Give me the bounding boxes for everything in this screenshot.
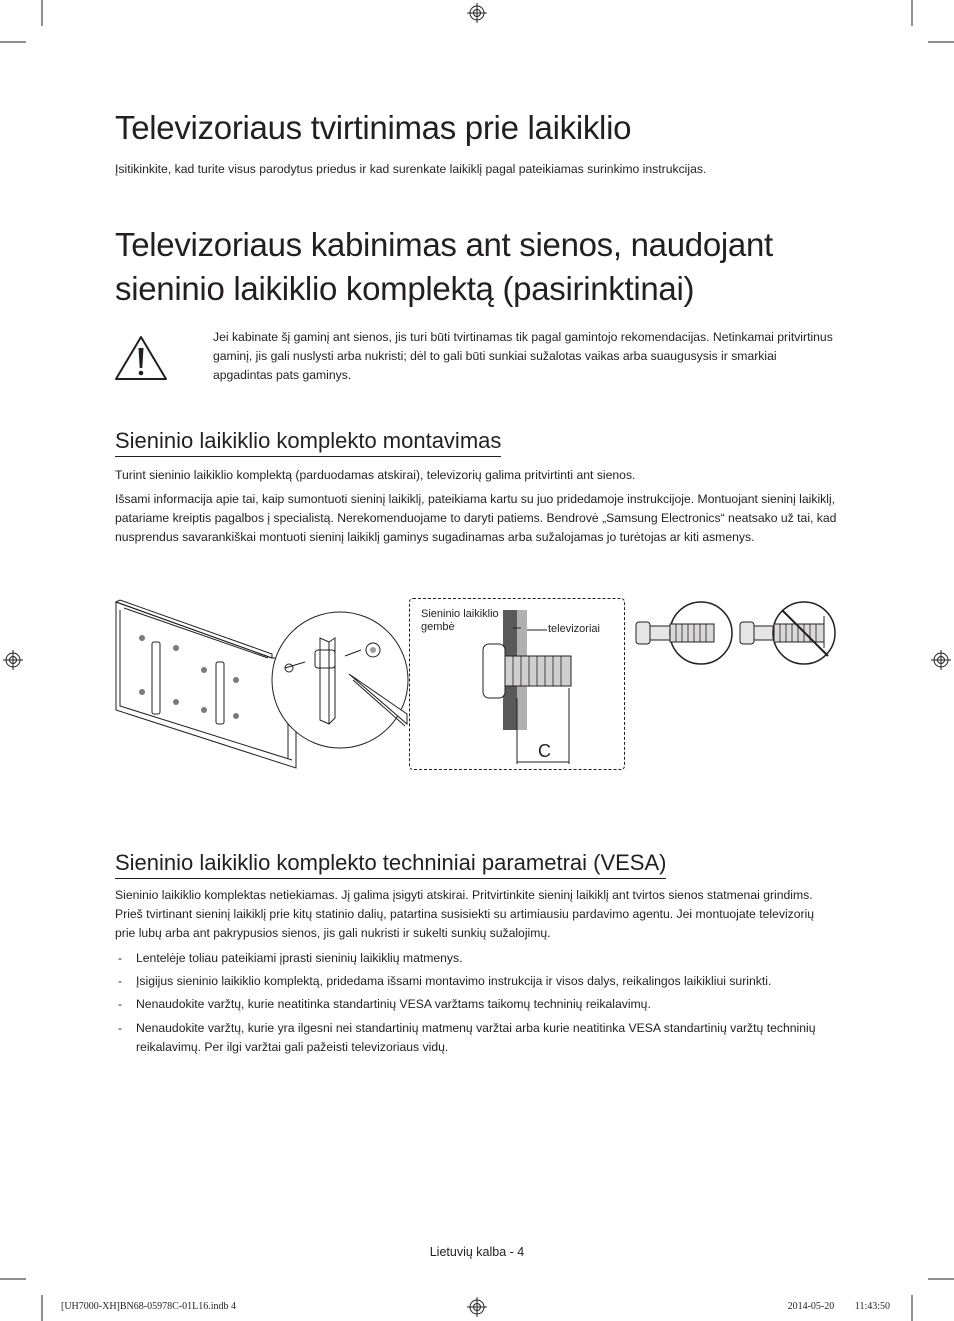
section-title-wall-mount-line1: Televizoriaus kabinimas ant sienos, naudojant [115,226,773,263]
label-wall-bracket: Sieninio laikiklio gembė [421,608,499,633]
magnify-callout-lines [345,670,415,770]
registration-mark-top [467,3,487,23]
warning-text: Jei kabinate šį gaminį ant sienos, jis turi būti tvirtinamas tik pagal gamintojo rekomendacijas. Netinkamai pritvirtinus gaminį, jis gali nuslysti arba nukristi; dėl to gali būti sunkiai sužalotas vaikas arba suaugusysis ir smarkiai apgadintas pats gaminys. [213,330,833,383]
registration-mark-right [931,650,951,670]
registration-mark-bottom [467,1297,487,1317]
list-item: - Lentelėje toliau pateikiami įprasti sieninių laikiklių matmenys. [118,951,463,965]
warning-icon [113,334,169,382]
vesa-paragraph: Sieninio laikiklio komplektas netiekiamas. Jį galima įsigyti atskirai. Pritvirtinkite sieninį laikiklį ant tvirtos sienos statmenai grindims. Prieš tvirtinant sieninį laikiklį prie kitų statinio dalių, patartina susisiekti su artimiausiu pardavimo agentu. Jei montuojate televizorių prie lubų arba ant pakrypusios sienos, jis gali nukristi ir sukelti sunkių sužalojimų. [115,888,815,941]
subsection-title-vesa: Sieninio laikiklio komplekto techniniai parametrai (VESA) [115,850,666,879]
list-item: - Nenaudokite varžtų, kurie yra ilgesni nei standartinių matmenų varžtai arba kurie neatitinka VESA standartinių varžtų techninių reikalavimų. Per ilgi varžtai gali pažeisti televizoriaus vidų. [118,1020,816,1054]
screw-correct-illustration [634,598,734,668]
list-item: - Įsigijus sieninio laikiklio komplektą, pridedama išsami montavimo instrukcija ir visos dalys, reikalingos laikikliui surinkti. [118,974,772,989]
screw-incorrect-illustration [738,598,838,668]
page-number: Lietuvių kalba - 4 [429,1245,525,1259]
print-timestamp: 2014-05-20 ￿￿ 11:43:50 [787,1301,890,1312]
label-dimension-c: C [538,741,551,761]
installation-paragraph-2: Išsami informacija apie tai, kaip sumontuoti sieninį laikiklį, pateikiama kartu su juo pridedamoje instrukcijoje. Montuojant sieninį laikiklį, patariame kreiptis pagalbos į specialistą. Nerekomenduojame to daryti patiems. Bendrovė „Samsung Electronics“ neatsako už tai, kad nusprendus savarankiškai montuoti sieninį laikiklį gaminys sugadinamas arba sužalojamas jo turėtojas ar kiti asmenys. [115,492,837,545]
section-title-mounting: Televizoriaus tvirtinimas prie laikiklio [115,109,632,146]
subsection-title-installation: Sieninio laikiklio komplekto montavimas [115,428,501,457]
label-tv: televizoriai [548,623,600,635]
installation-paragraph-1: Turint sieninio laikiklio komplektą (parduodamas atskirai), televizorių galima pritvirtinti ant sienos. [115,468,636,482]
vesa-bullet-list [115,949,835,1061]
section-title-wall-mount-line2: sieninio laikiklio komplektą (pasirinktinai) [115,270,695,307]
section-intro: Įsitikinkite, kad turite visus parodytus priedus ir kad surenkate laikiklį pagal pateikiamas surinkimo instrukcijas. [115,162,707,176]
list-item: - Nenaudokite varžtų, kurie neatitinka standartinių VESA varžtams taikomų techninių reikalavimų. [118,997,651,1012]
registration-mark-left [3,650,23,670]
file-name: [UH7000-XH]BN68-05978C-01L16.indb 4 [61,1301,236,1312]
